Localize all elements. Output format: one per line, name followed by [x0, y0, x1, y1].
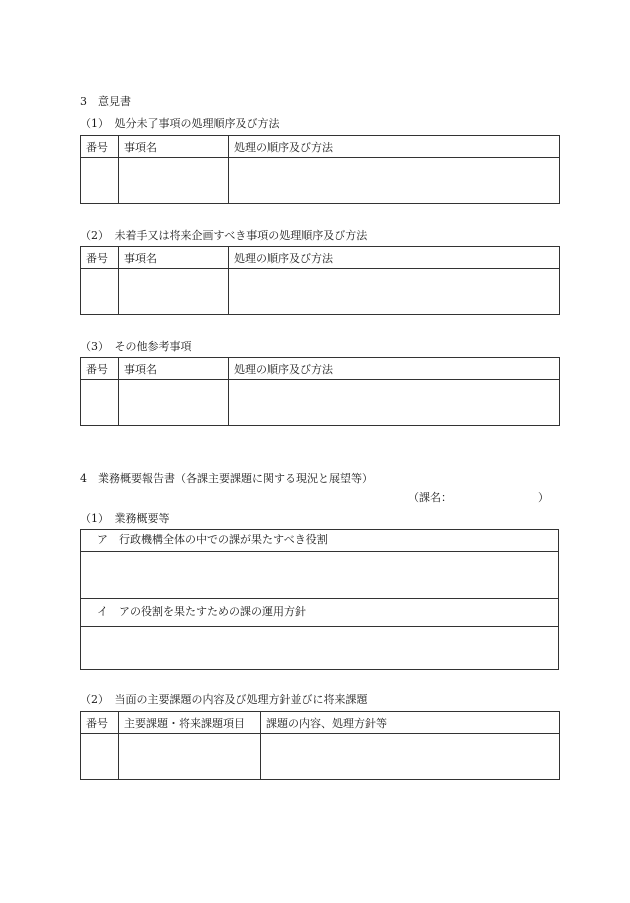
header-order-method: 処理の順序及び方法: [229, 358, 560, 380]
cell-number[interactable]: [81, 269, 119, 315]
header-main-issue: 主要課題・将来課題項目: [119, 712, 261, 734]
table-row: [81, 380, 560, 426]
cell-number[interactable]: [81, 158, 119, 204]
table-3-2: [80, 246, 560, 315]
header-order-method: 処理の順序及び方法: [229, 247, 560, 269]
header-number: 番号: [81, 358, 119, 380]
policy-header-row: [80, 598, 559, 627]
section3-sub3-title: （3） その他参考事項: [80, 340, 192, 353]
header-issue-content: 課題の内容、処理方針等: [261, 712, 560, 734]
header-item-name: 事項名: [119, 358, 229, 380]
table-header-row: [81, 136, 560, 158]
cell-order-method[interactable]: [229, 380, 560, 426]
header-item-name: 事項名: [119, 136, 229, 158]
role-input-area[interactable]: [80, 551, 559, 599]
section4-sub2-title: （2） 当面の主要課題の内容及び処理方針並びに将来課題: [80, 693, 368, 706]
cell-order-method[interactable]: [229, 158, 560, 204]
section3-sub1-title: （1） 処分未了事項の処理順序及び方法: [80, 117, 280, 130]
section3-sub2-title: （2） 未着手又は将来企画すべき事項の処理順序及び方法: [80, 229, 368, 242]
section3-heading: 3 意見書: [80, 95, 131, 108]
table-4-2: [80, 711, 560, 780]
cell-number[interactable]: [81, 380, 119, 426]
table-row: [81, 734, 560, 780]
table-3-3: [80, 357, 560, 426]
table-row: [81, 158, 560, 204]
table-header-row: [81, 358, 560, 380]
cell-order-method[interactable]: [229, 269, 560, 315]
policy-input-area[interactable]: [80, 626, 559, 670]
cell-item-name[interactable]: [119, 158, 229, 204]
section-name-open: （課名：: [408, 491, 452, 504]
table-3-1: [80, 135, 560, 204]
cell-number[interactable]: [81, 734, 119, 780]
section4-heading: 4 業務概要報告書（各課主要課題に関する現況と展望等）: [80, 472, 373, 485]
role-header-row: [80, 529, 559, 552]
header-item-name: 事項名: [119, 247, 229, 269]
table-header-row: [81, 712, 560, 734]
section4-sub1-title: （1） 業務概要等: [80, 512, 170, 525]
header-order-method: 処理の順序及び方法: [229, 136, 560, 158]
role-header-label: ア 行政機構全体の中での課が果たすべき役割: [97, 533, 328, 546]
section-name-field[interactable]: [456, 488, 536, 506]
header-number: 番号: [81, 247, 119, 269]
cell-main-issue[interactable]: [119, 734, 261, 780]
cell-item-name[interactable]: [119, 269, 229, 315]
table-header-row: [81, 247, 560, 269]
policy-header-label: イ アの役割を果たすための課の運用方針: [97, 605, 306, 618]
cell-item-name[interactable]: [119, 380, 229, 426]
table-row: [81, 269, 560, 315]
header-number: 番号: [81, 136, 119, 158]
section-name-close: ）: [538, 491, 549, 504]
cell-issue-content[interactable]: [261, 734, 560, 780]
header-number: 番号: [81, 712, 119, 734]
